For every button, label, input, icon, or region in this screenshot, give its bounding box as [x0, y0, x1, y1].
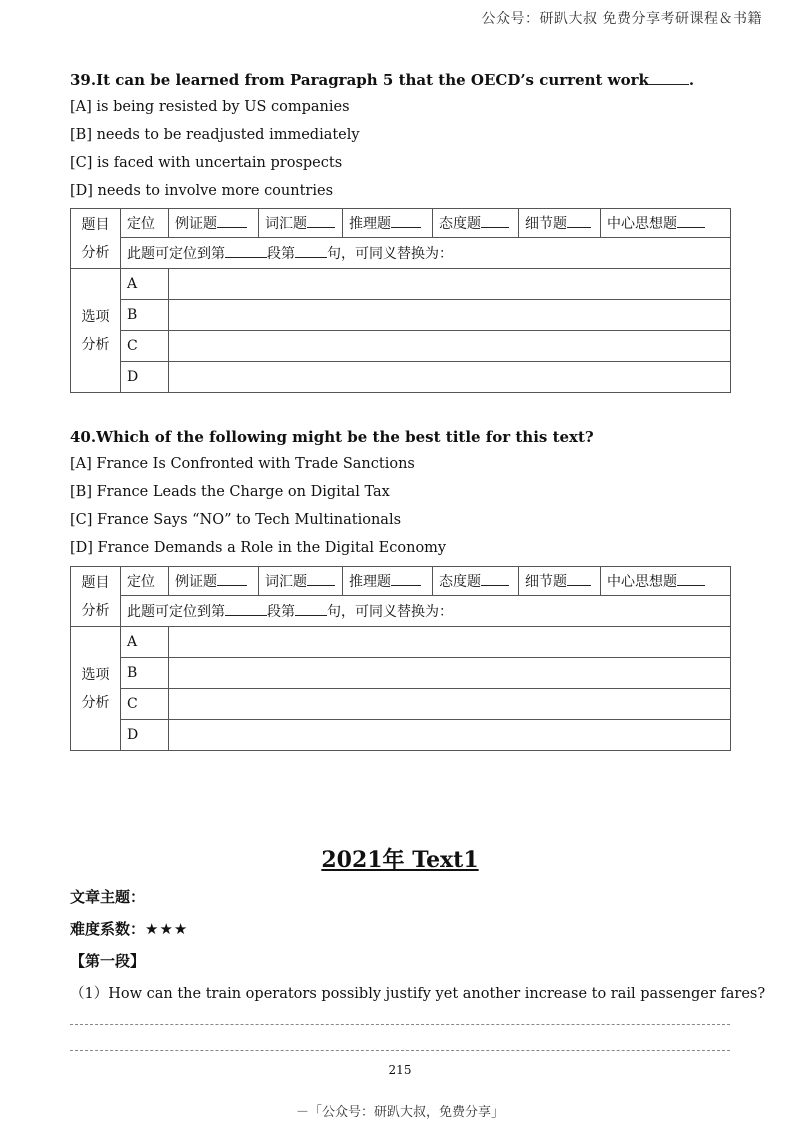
question-analysis-label [71, 209, 121, 269]
paragraph-label: 【第一段】 [70, 952, 146, 970]
question-analysis-label-1: 题目 [81, 216, 110, 233]
option-letter-b: B [121, 300, 169, 331]
option-c-notes [169, 689, 731, 720]
page-number: 215 [388, 1063, 412, 1077]
type-example: 例证题 [169, 567, 259, 596]
option-a-notes [169, 627, 731, 658]
option-letter-a: A [121, 627, 169, 658]
option-b-notes [169, 658, 731, 689]
type-attitude: 态度题 [433, 209, 519, 238]
option-analysis-label-1: 选项 [81, 666, 110, 683]
option-analysis-label [71, 627, 121, 751]
type-vocabulary: 词汇题 [259, 567, 343, 596]
paragraph-1-sentence-1: （1）How can the train operators possibly justify yet another increase to rail passenger fares? [70, 986, 766, 1002]
type-inference: 推理题 [343, 567, 433, 596]
header-watermark-note: 公众号：研趴大叔 免费分享考研课程＆书籍 [481, 11, 762, 27]
question-40-option-b: [B] France Leads the Charge on Digital Tax [70, 484, 390, 500]
option-letter-a: A [121, 269, 169, 300]
option-analysis-label-2: 分析 [81, 694, 110, 711]
type-detail: 细节题 [519, 567, 601, 596]
difficulty-label: 难度系数： [70, 920, 146, 938]
option-d-notes [169, 720, 731, 751]
type-inference: 推理题 [343, 209, 433, 238]
option-analysis-label-2: 分析 [81, 336, 110, 353]
option-c-notes [169, 331, 731, 362]
section-heading: 2021年 Text1 [321, 847, 479, 873]
question-39-analysis-table [70, 208, 731, 393]
option-a-notes [169, 269, 731, 300]
answer-dashed-line [70, 1050, 730, 1051]
type-locate: 定位 [121, 567, 169, 596]
option-analysis-label [71, 269, 121, 393]
type-main-idea: 中心思想题 [601, 209, 731, 238]
answer-blank [649, 84, 689, 85]
question-40-option-d: [D] France Demands a Role in the Digital Economy [70, 540, 447, 556]
question-analysis-label-2: 分析 [81, 244, 110, 261]
question-40-option-c: [C] France Says “NO” to Tech Multinationals [70, 512, 402, 528]
option-letter-d: D [121, 720, 169, 751]
question-analysis-label-1: 题目 [81, 574, 110, 591]
question-analysis-label [71, 567, 121, 627]
option-d-notes [169, 362, 731, 393]
question-39-title [70, 71, 694, 89]
question-39-option-b: [B] needs to be readjusted immediately [70, 127, 360, 143]
type-detail: 细节题 [519, 209, 601, 238]
option-analysis-label-1: 选项 [81, 308, 110, 325]
option-letter-d: D [121, 362, 169, 393]
article-theme-label: 文章主题： [70, 888, 146, 906]
type-vocabulary: 词汇题 [259, 209, 343, 238]
question-39-option-a: [A] is being resisted by US companies [70, 99, 350, 115]
type-attitude: 态度题 [433, 567, 519, 596]
question-40-title: 40.Which of the following might be the best title for this text? [70, 428, 594, 446]
type-locate: 定位 [121, 209, 169, 238]
option-letter-c: C [121, 331, 169, 362]
footer-watermark-note: －「公众号：研趴大叔，免费分享」 [295, 1105, 504, 1120]
star-rating-icon: ★★★ [145, 920, 189, 938]
locate-sentence-row: 此题可定位到第 段第 句，可同义替换为： [121, 238, 731, 269]
question-39-option-d: [D] needs to involve more countries [70, 183, 334, 199]
type-main-idea: 中心思想题 [601, 567, 731, 596]
answer-dashed-line [70, 1024, 730, 1025]
question-39-title-end: . [688, 71, 695, 89]
question-39-option-c: [C] is faced with uncertain prospects [70, 155, 343, 171]
question-analysis-label-2: 分析 [81, 602, 110, 619]
question-40-option-a: [A] France Is Confronted with Trade Sanctions [70, 456, 415, 472]
option-b-notes [169, 300, 731, 331]
option-letter-b: B [121, 658, 169, 689]
question-39-title-text: 39.It can be learned from Paragraph 5 that the OECD’s current work [70, 71, 649, 89]
type-example: 例证题 [169, 209, 259, 238]
difficulty-row [70, 918, 188, 939]
option-letter-c: C [121, 689, 169, 720]
question-40-analysis-table [70, 566, 731, 751]
locate-sentence-row: 此题可定位到第 段第 句，可同义替换为： [121, 596, 731, 627]
